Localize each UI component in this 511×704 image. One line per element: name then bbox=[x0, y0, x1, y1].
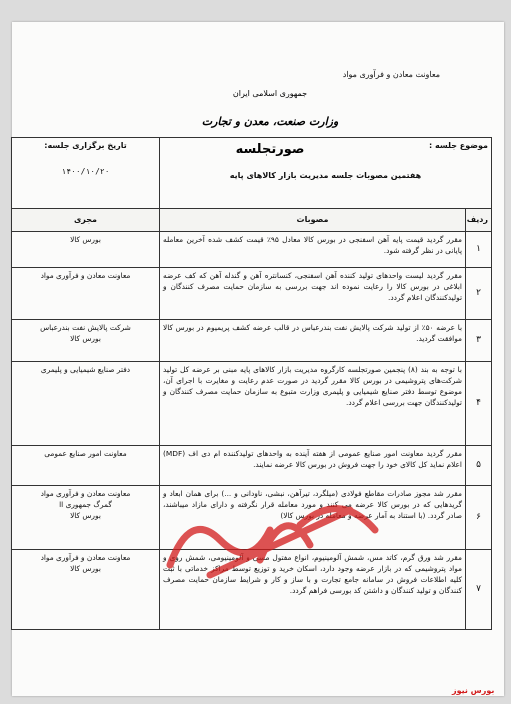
deputy-header: معاونت معادن و فرآوری مواد bbox=[342, 70, 440, 79]
col-header-executor: مجری bbox=[11, 209, 159, 232]
row-number: ۶ bbox=[466, 486, 492, 550]
row-number: ۴ bbox=[466, 362, 492, 446]
ministry-label: وزارت صنعت، معدن و تجارت bbox=[201, 115, 339, 128]
col-header-row: ردیف bbox=[466, 209, 492, 232]
row-number: ۲ bbox=[466, 268, 492, 320]
subject-cell bbox=[159, 138, 491, 209]
meeting-subject: هفتمین مصوبات جلسه مدیریت بازار کالاهای پایه bbox=[229, 171, 422, 180]
resolution-text: مقرر شد مجوز صادرات مقاطع فولادی (میلگرد، تیرآهن، نبشی، ناودانی و ...) برای همان ابعاد و گریدهایی که در بورس کالا عرضه می کنند و مورد معامله قرار نگرفته و دارای مازاد میباشند، صادر گردد. (با استناد به آمار عرضه و معامله در بورس کالا) bbox=[159, 486, 465, 550]
row-number: ۷ bbox=[466, 550, 492, 630]
resolution-text: با عرضه ۵۰٪ از تولید شرکت پالایش نفت بندرعباس در قالب عرضه کشف پریمیوم در بورس کالا موافقت گردید. bbox=[159, 320, 465, 362]
meeting-date: ۱۴۰۰/۱۰/۲۰ bbox=[61, 167, 110, 176]
executor-text: معاونت معادن و فرآوری مواد گمرگ جمهوری اا بورس کالا bbox=[11, 486, 159, 550]
resolution-text: مقرر گردید معاونت امور صنایع عمومی از هفته آینده به واحدهای تولیدکننده ام دی اف (MDF) اعلام نماید کل کالای خود را جهت فروش در بورس کالا عرضه نمایند. bbox=[159, 446, 465, 486]
executor-text: معاونت امور صنایع عمومی bbox=[11, 446, 159, 486]
resolution-text: مقرر گردید لیست واحدهای تولید کننده آهن اسفنجی، کنسانتره آهن و گندله آهن که کف عرضه ابلاغی در بورس کالا را رعایت نموده اند جهت بررسی به سازمان حمایت مصرف کنندگان و تولیدکنندگان اعلام گردد. bbox=[159, 268, 465, 320]
executor-text: معاونت معادن و فرآوری مواد bbox=[11, 268, 159, 320]
resolution-text: با توجه به بند (۸) پنجمین صورتجلسه کارگروه مدیریت بازار کالاهای پایه مبنی بر عرضه کل تولید شرکت‌های پتروشیمی در بورس کالا مقرر گردید در صورت عدم رعایت و مغایرت با اجرای آن، موضوع توسط دفتر صنایع شیمیایی و پلیمری وزارت متبوع به سازمان حمایت مصرف کنندگان و تولیدکنندگان جهت بررسی اعلام گردد. bbox=[159, 362, 465, 446]
resolution-text: مقرر شد ورق گرم، کاتد مس، شمش آلومینیوم، انواع مفتول مسی و آلومینیومی، شمش روی و مواد پتروشیمی که در بازار عرضه وجود دارد، اسکان خرید و توزیع توسط مراکز خدماتی با ثبت کلیه اطلاعات فروش در سامانه جامع تجارت و با ساز و کار و شرایط سازمان حمایت مصرف کنندگان و تولید کنندگان و داشتن کد بورسی فراهم گردد. bbox=[159, 550, 465, 630]
executor-text: دفتر صنایع شیمیایی و پلیمری bbox=[11, 362, 159, 446]
subject-label: موضوع جلسه : bbox=[429, 141, 488, 150]
minutes-table bbox=[12, 137, 495, 697]
table-row bbox=[11, 550, 491, 630]
meta-row bbox=[11, 138, 491, 209]
table-row bbox=[11, 446, 491, 486]
col-header-resolution: مصوبات bbox=[159, 209, 465, 232]
date-cell bbox=[11, 138, 159, 209]
table-row bbox=[11, 486, 491, 550]
row-number: ۵ bbox=[466, 446, 492, 486]
table-row bbox=[11, 320, 491, 362]
executor-text: معاونت معادن و فرآوری مواد بورس کالا bbox=[11, 550, 159, 630]
source-label: بورس نیوز bbox=[452, 686, 495, 695]
republic-label: جمهوری اسلامی ایران bbox=[232, 89, 308, 98]
header-row bbox=[11, 209, 491, 232]
date-label: تاریخ برگزاری جلسه: bbox=[44, 141, 127, 150]
table-row bbox=[11, 232, 491, 268]
document-title: صورتجلسه bbox=[235, 142, 305, 157]
executor-text: بورس کالا bbox=[11, 232, 159, 268]
row-number: ۳ bbox=[466, 320, 492, 362]
executor-text: شرکت پالایش نفت بندرعباس بورس کالا bbox=[11, 320, 159, 362]
resolution-text: مقرر گردید قیمت پایه آهن اسفنجی در بورس کالا معادل ۹۵٪ قیمت کشف شده آخرین معامله پایانی در نظر گرفته شود. bbox=[159, 232, 465, 268]
table-row bbox=[11, 362, 491, 446]
table-row bbox=[11, 268, 491, 320]
row-number: ۱ bbox=[466, 232, 492, 268]
